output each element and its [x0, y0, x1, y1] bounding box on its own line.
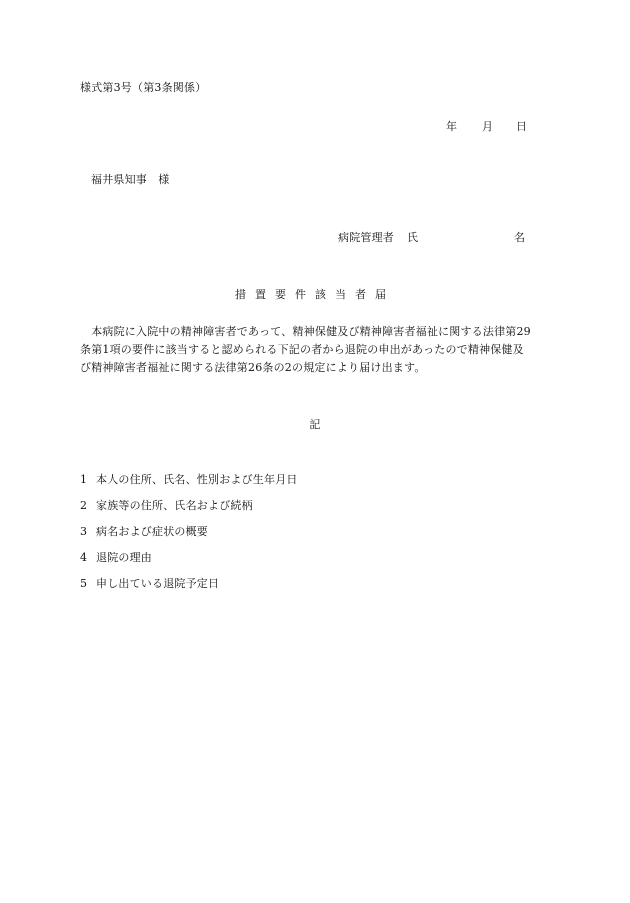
- item-list: [80, 473, 298, 603]
- body-line: 本病院に入院中の精神障害者であって、精神保健及び精神障害者福祉に関する法律第29: [80, 325, 531, 338]
- body-line: 条第1項の要件に該当すると認められる下記の者から退院の申出があったので精神保健及: [80, 343, 524, 356]
- date-month-label: 月: [482, 120, 494, 133]
- item-number: 2: [80, 499, 88, 512]
- date-day-label: 日: [516, 120, 528, 133]
- ki-heading: 記: [309, 418, 321, 431]
- item-text: 本人の住所、氏名、性別および生年月日: [96, 473, 298, 486]
- item-number: 5: [80, 577, 88, 590]
- list-item: [80, 473, 298, 499]
- body-line: び精神障害者福祉に関する法律第26条の2の規定により届け出ます。: [80, 361, 426, 374]
- item-number: 1: [80, 473, 88, 486]
- submitter-name-label-2: 名: [514, 231, 526, 244]
- item-text: 退院の理由: [96, 551, 152, 564]
- date-year-label: 年: [446, 120, 458, 133]
- item-number: 4: [80, 551, 88, 564]
- document-title: 措置要件該当者届: [235, 288, 395, 301]
- item-text: 病名および症状の概要: [96, 525, 208, 538]
- item-text: 申し出ている退院予定日: [96, 577, 220, 590]
- submitter-name-label-1: 氏: [407, 231, 419, 244]
- addressee: 福井県知事 様: [91, 173, 170, 186]
- list-item: [80, 577, 298, 603]
- list-item: [80, 525, 298, 551]
- item-text: 家族等の住所、氏名および続柄: [96, 499, 253, 512]
- submitter-title: 病院管理者: [338, 231, 394, 244]
- form-number: 様式第3号（第3条関係）: [80, 81, 207, 94]
- list-item: [80, 499, 298, 525]
- body-paragraph: [80, 323, 555, 377]
- list-item: [80, 551, 298, 577]
- item-number: 3: [80, 525, 88, 538]
